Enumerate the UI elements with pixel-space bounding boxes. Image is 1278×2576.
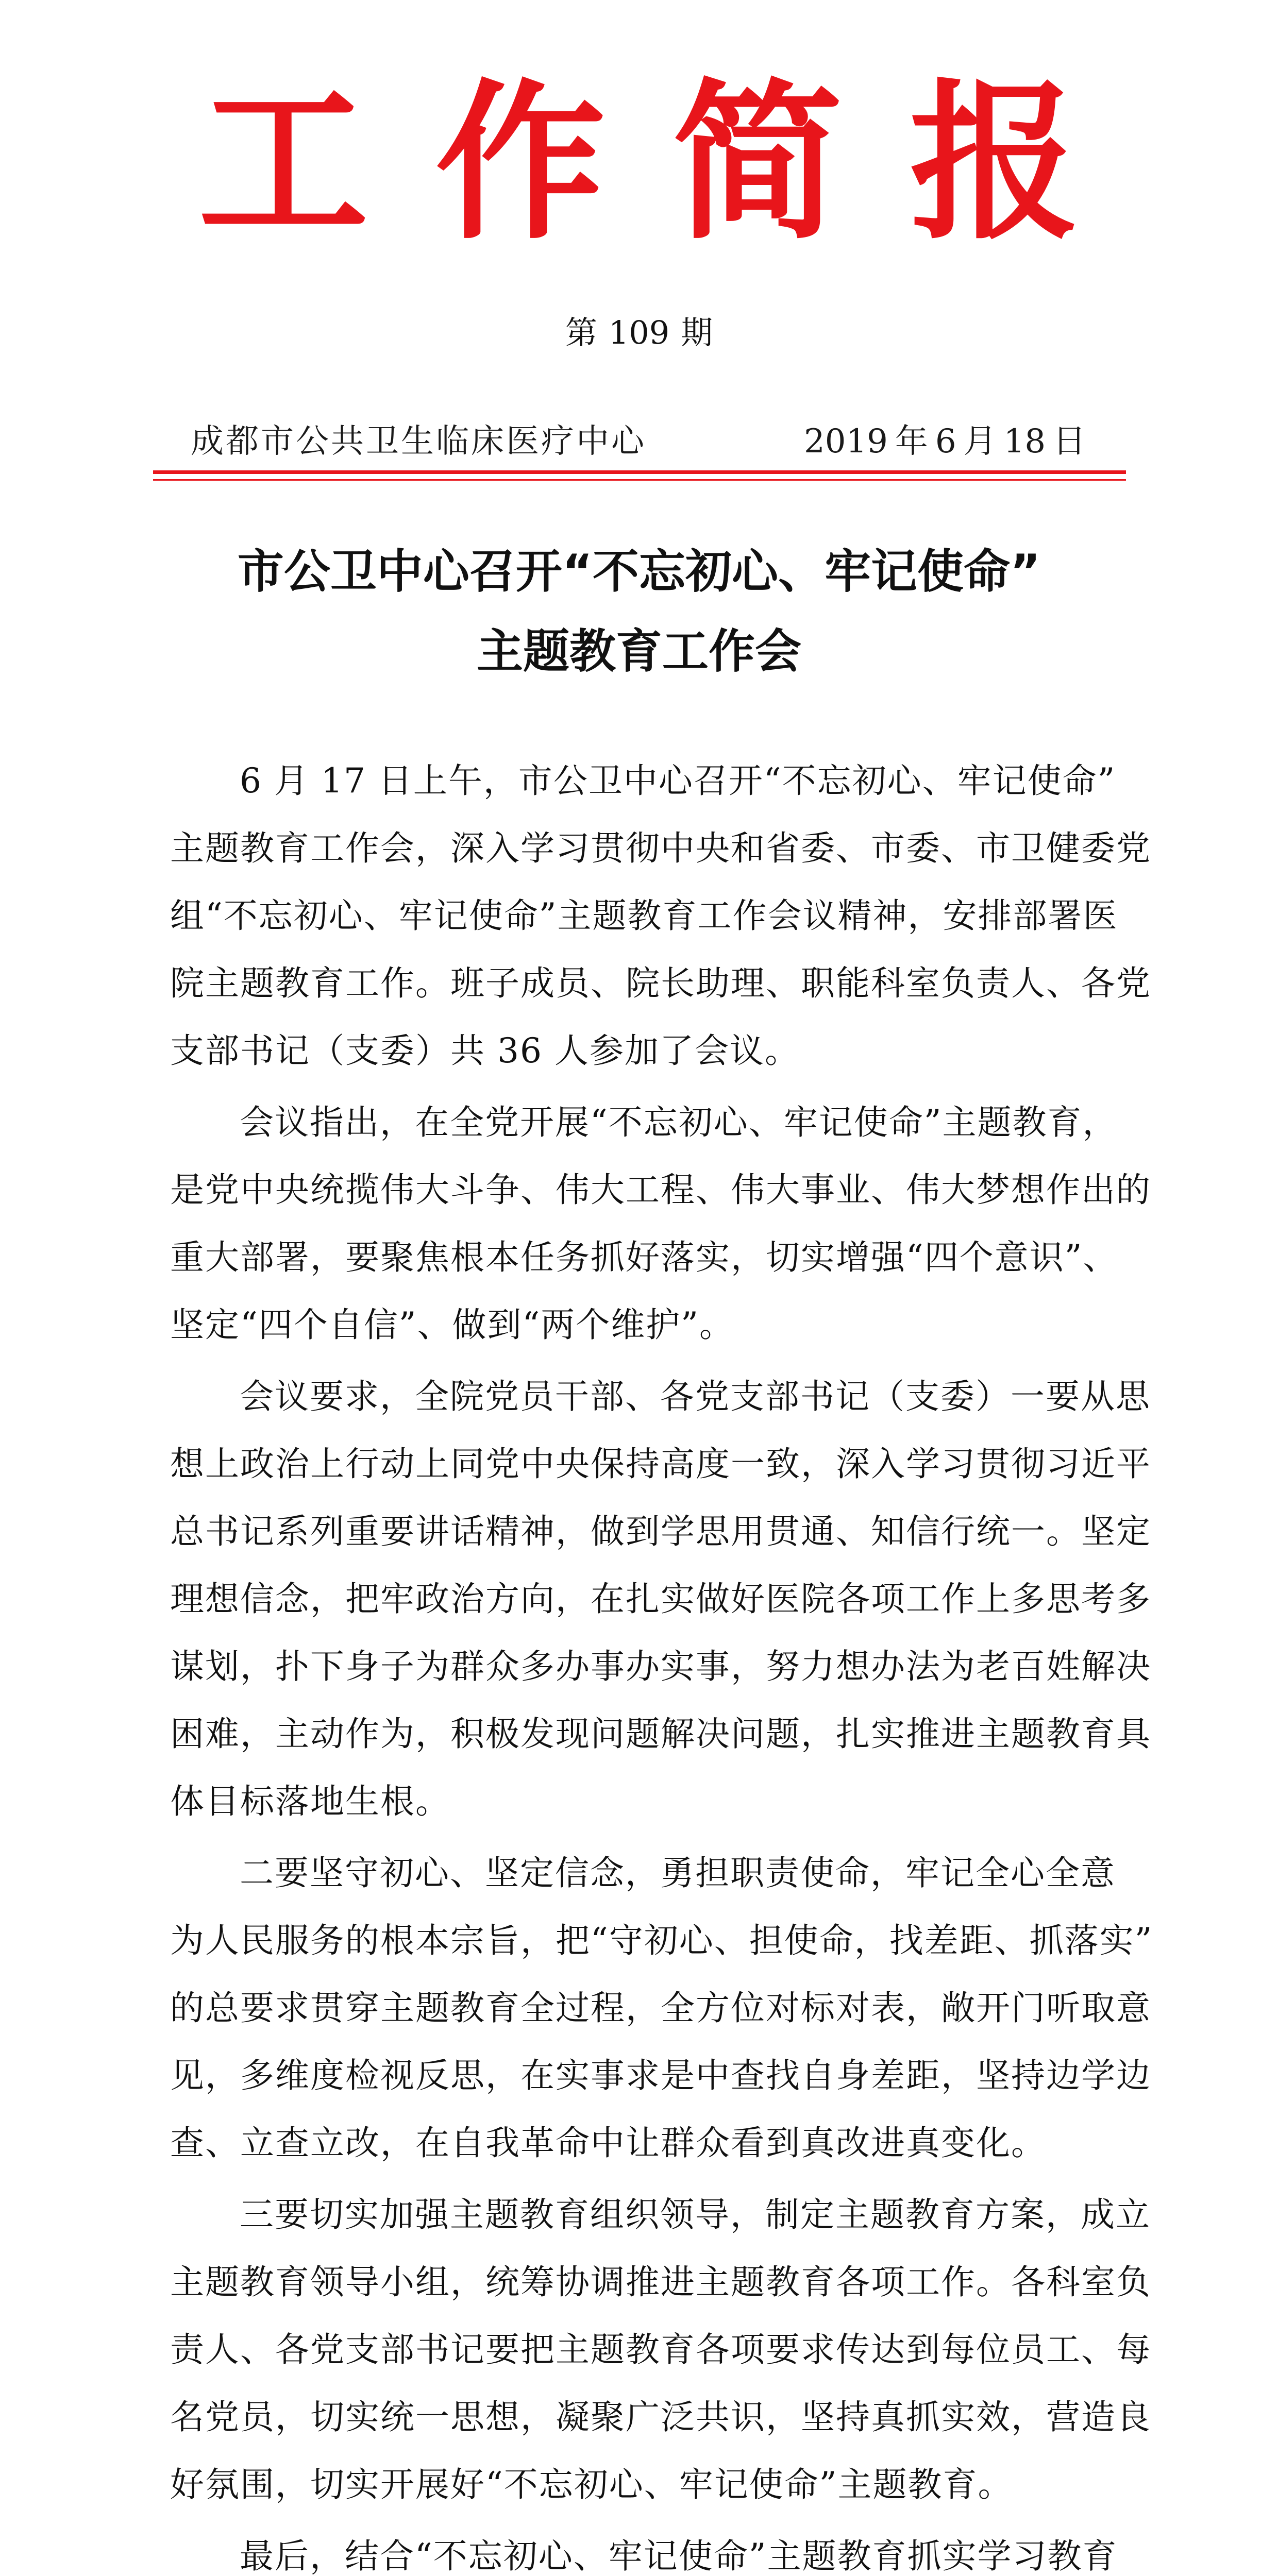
issue-suffix: 期 (681, 314, 713, 351)
organization-name: 成都市公共卫生临床医疗中心 (191, 422, 646, 461)
paragraph-gap (170, 1359, 1113, 1363)
paragraph (170, 2181, 1151, 2518)
paragraph-line: 是党中央统揽伟大斗争、伟大工程、伟大事业、伟大梦想作出的 (170, 1170, 1151, 1210)
paragraph-line: 想上政治上行动上同党中央保持高度一致，深入学习贯彻习近平 (170, 1444, 1151, 1484)
paragraph-line: 名党员，切实统一思想，凝聚广泛共识，坚持真抓实效，营造良 (170, 2397, 1151, 2437)
paragraph-line: 会议指出，在全党开展“不忘初心、牢记使命”主题教育， (240, 1103, 1118, 1142)
paragraph-line: 会议要求，全院党员干部、各党支部书记（支委）一要从思 (240, 1377, 1151, 1416)
issue-number (0, 314, 1278, 351)
paragraph-line: 体目标落地生根。 (170, 1782, 450, 1821)
date-day-suffix: 日 (1053, 422, 1086, 461)
header-divider-thick (153, 470, 1126, 474)
paragraph-line: 总书记系列重要讲话精神，做到学思用贯通、知信行统一。坚定 (170, 1512, 1151, 1551)
paragraph-line: 为人民服务的根本宗旨，把“守初心、担使命，找差距、抓落实” (170, 1921, 1153, 1960)
paragraph (170, 1363, 1151, 1835)
paragraph-line: 见，多维度检视反思，在实事求是中查找自身差距，坚持边学边 (170, 2056, 1151, 2095)
issue-prefix: 第 (565, 314, 597, 351)
paragraph-line: 院主题教育工作。班子成员、院长助理、职能科室负责人、各党 (170, 963, 1151, 1003)
paragraph-gap (170, 2518, 1113, 2522)
publish-date (804, 422, 1093, 461)
headline-line-1: 市公卫中心召开“不忘初心、牢记使命” (237, 545, 1041, 599)
date-year-suffix: 年 (895, 422, 928, 461)
paragraph-line: 的总要求贯穿主题教育全过程，全方位对标对表，敞开门听取意 (170, 1988, 1151, 2028)
paragraph-line: 责人、各党支部书记要把主题教育各项要求传达到每位员工、每 (170, 2330, 1151, 2369)
paragraph-line: 6 月 17 日上午，市公卫中心召开“不忘初心、牢记使命” (240, 761, 1116, 801)
paragraph-line: 最后，结合“不忘初心、牢记使命”主题教育抓实学习教育 (240, 2536, 1118, 2576)
masthead-title: 工作简报 (198, 62, 1147, 262)
paragraph-line: 主题教育领导小组，统筹协调推进主题教育各项工作。各科室负 (170, 2262, 1151, 2302)
paragraph-line: 主题教育工作会，深入学习贯彻中央和省委、市委、市卫健委党 (170, 828, 1151, 868)
paragraph-line: 好氛围，切实开展好“不忘初心、牢记使命”主题教育。 (170, 2465, 1013, 2504)
date-year: 2019 (804, 422, 888, 461)
date-month: 6 (935, 422, 956, 461)
date-month-suffix: 月 (963, 422, 997, 461)
paragraph-line: 重大部署，要聚焦根本任务抓好落实，切实增强“四个意识”、 (170, 1238, 1118, 1277)
paragraph-line: 组“不忘初心、牢记使命”主题教育工作会议精神，安排部署医 (170, 896, 1118, 936)
date-day: 18 (1003, 422, 1046, 461)
paragraph (170, 1839, 1153, 2177)
paragraph-gap (170, 1084, 1113, 1089)
paragraph (170, 2522, 1118, 2576)
article-body (170, 747, 1153, 2576)
header-divider-thin (153, 479, 1126, 481)
paragraph-line: 三要切实加强主题教育组织领导，制定主题教育方案，成立 (240, 2195, 1151, 2234)
paragraph-line: 二要坚守初心、坚定信念，勇担职责使命，牢记全心全意 (240, 1853, 1116, 1893)
paragraph (170, 1089, 1151, 1359)
paragraph-gap (170, 2177, 1113, 2181)
paragraph-line: 理想信念，把牢政治方向，在扎实做好医院各项工作上多思考多 (170, 1579, 1151, 1619)
paragraph-line: 坚定“四个自信”、做到“两个维护”。 (170, 1305, 734, 1345)
paragraph-line: 谋划，扑下身子为群众多办事办实事，努力想办法为老百姓解决 (170, 1647, 1151, 1686)
paragraph-line: 查、立查立改，在自我革命中让群众看到真改进真变化。 (170, 2123, 1046, 2163)
paragraph-line: 困难，主动作为，积极发现问题解决问题，扎实推进主题教育具 (170, 1714, 1151, 1754)
headline-line-2: 主题教育工作会 (477, 624, 801, 679)
paragraph (170, 747, 1151, 1084)
paragraph-gap (170, 1835, 1113, 1839)
paragraph-line: 支部书记（支委）共 36 人参加了会议。 (170, 1031, 800, 1071)
issue-num: 109 (608, 314, 670, 351)
